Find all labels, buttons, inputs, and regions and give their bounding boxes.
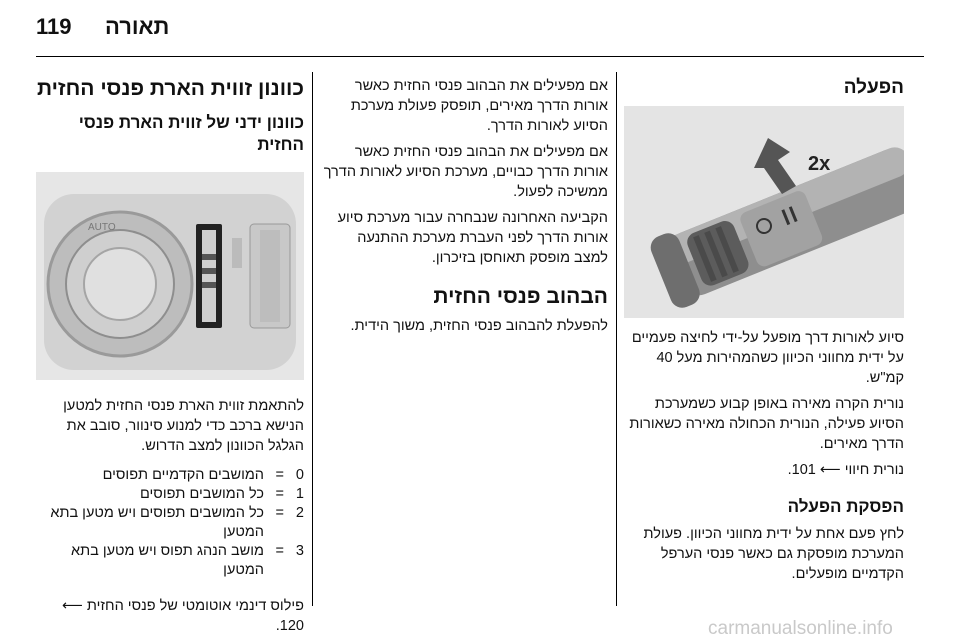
turn-signal-lever-figure	[624, 106, 904, 318]
paragraph-dynamic-leveling: פילוס דינמי אוטומטי של פנסי החזית ⟵ 120.	[62, 598, 304, 634]
paragraph-memory-setting: הקביעה האחרונה שנבחרה עבור מערכת סיוע אורות הדרך לפני העברת מערכת ההתנעה למצב מופסק תאוחסן בזיכרון.	[337, 210, 608, 266]
paragraph-indicator-light: נורית הקרה מאירה באופן קבוע כשמערכת הסיוע פעילה, הנורית הכחולה מאירה כשאורות הדרך מאירים.	[629, 396, 904, 452]
section-heading-headlight-flash: הבהוב פנסי החזית	[433, 285, 608, 308]
middle-column	[320, 76, 608, 608]
position-key: 0	[295, 467, 304, 483]
paragraph-range-adjustment: להתאמת זווית הארת פנסי החזית למטען הנישא ברכב כדי למנוע סינוור, סובב את הגלגל הכוונון למצב הדרוש.	[63, 398, 304, 454]
watermark: carmanualsonline.info	[708, 618, 893, 639]
section-heading-deactivation: הפסקת הפעלה	[787, 497, 904, 516]
table-row: 0 = המושבים הקדמיים תפוסים	[36, 466, 304, 485]
subheading-manual-range: כוונון ידני של זווית הארת פנסי החזית	[78, 113, 304, 154]
paragraph-deactivation: לחץ פעם אחת על ידית מחווני הכיוון. פעולת המערכת מופסקת גם כאשר פנסי הערפל הקדמיים מופעלים.	[643, 526, 904, 582]
table-row: 3 = מושב הנהג תפוס ויש מטען בתא המטען	[36, 542, 304, 580]
position-text: כל המושבים תפוסים	[140, 486, 264, 502]
light-switch-panel-figure	[36, 172, 304, 380]
left-column	[36, 76, 304, 634]
page-number: 119	[36, 14, 72, 39]
section-heading-activation: הפעלה	[843, 77, 904, 98]
paragraph-flash-when-off: אם מפעילים את הבהוב פנסי החזית כאשר אורות הדרך כבויים, מערכת הסיוע לאורות הדרך ממשיכה לפעול.	[323, 144, 608, 200]
paragraph-indicator-reference: נורית חיווי ⟵ 101.	[787, 462, 904, 478]
header-rule	[36, 56, 924, 57]
position-key: 1	[295, 486, 304, 502]
paragraph-flash-when-on: אם מפעילים את הבהוב פנסי החזית כאשר אורות הדרך מאירים, תופסק פעולת מערכת הסיוע לאורות הדרך.	[350, 78, 608, 134]
section-heading-headlight-range: כוונון זווית הארת פנסי החזית	[36, 77, 304, 100]
table-row: 2 = כל המושבים תפוסים ויש מטען בתא המטען	[36, 504, 304, 542]
double-press-label: 2x	[808, 153, 831, 175]
column-divider-right	[616, 72, 617, 606]
position-key: 2	[295, 505, 304, 521]
positions-table	[36, 466, 304, 580]
auto-label: AUTO	[88, 222, 116, 233]
right-column	[624, 76, 904, 608]
position-text: המושבים הקדמיים תפוסים	[102, 467, 264, 483]
position-text: כל המושבים תפוסים ויש מטען בתא המטען	[50, 505, 264, 540]
column-divider-left	[312, 72, 313, 606]
paragraph-activation: סיוע לאורות דרך מופעל על-ידי לחיצה פעמיים על ידית מחווני הכיוון כשהמהירות מעל 40 קמ"ש.	[631, 330, 904, 386]
paragraph-headlight-flash: להפעלת להבהוב פנסי החזית, משוך הידית.	[350, 318, 608, 334]
table-row: 1 = כל המושבים תפוסים	[36, 485, 304, 504]
page-header-title: תאורה	[105, 14, 170, 39]
position-text: מושב הנהג תפוס ויש מטען בתא המטען	[71, 543, 264, 578]
position-key: 3	[295, 543, 304, 559]
